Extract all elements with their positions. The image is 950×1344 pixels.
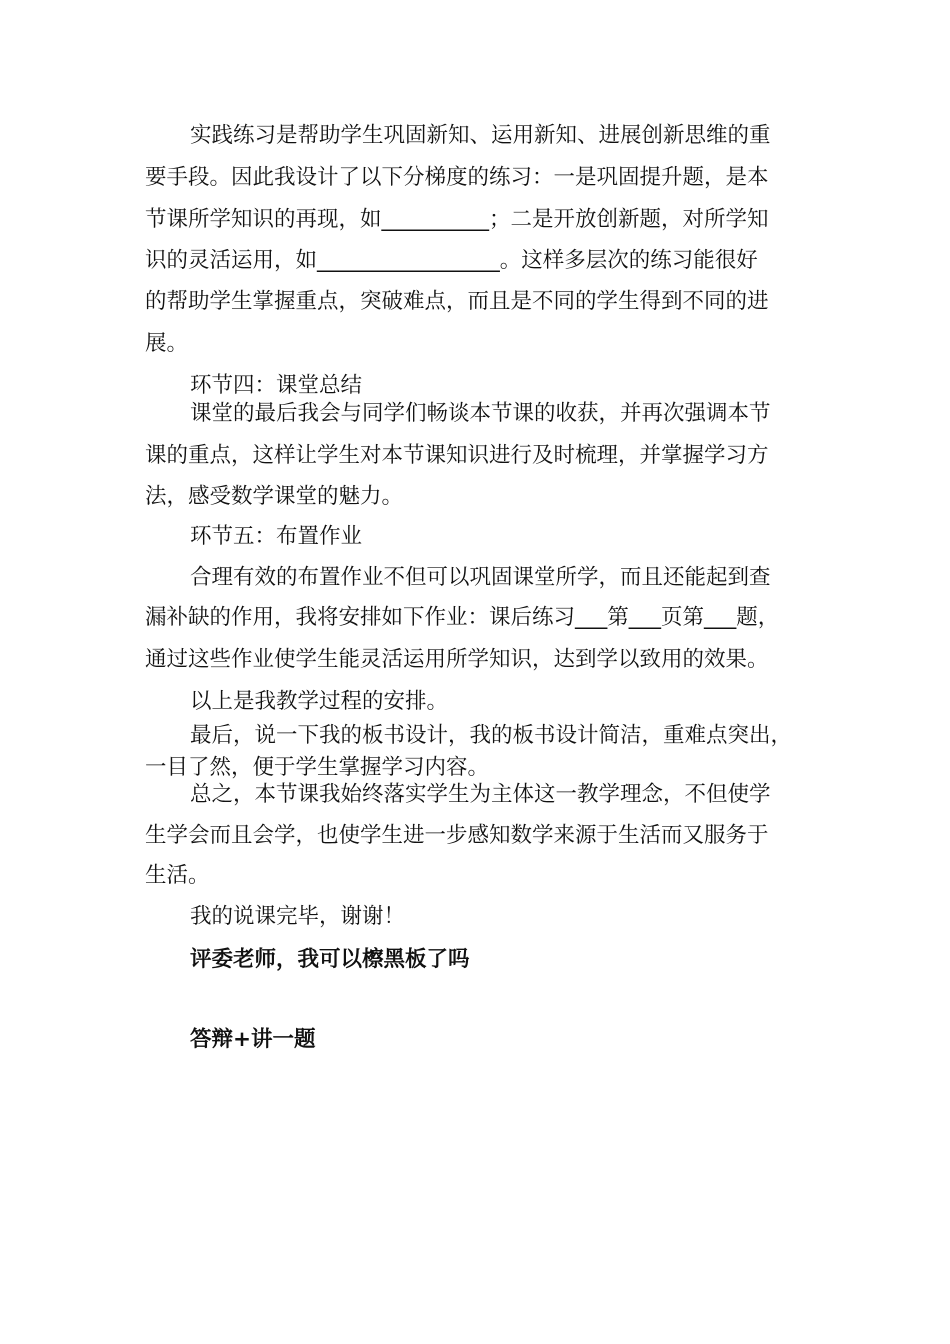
paragraph-line: 合理有效的布置作业不但可以巩固课堂所学，而且还能起到查	[190, 565, 771, 590]
paragraph-line: 以上是我教学过程的安排。	[190, 689, 449, 714]
paragraph-line: 漏补缺的作用，我将安排如下作业：课后练习___第___页第___题，	[145, 605, 780, 630]
bold-heading: 评委老师，我可以檫黑板了吗	[190, 947, 470, 972]
paragraph-line: 节课所学知识的再现，如__________；二是开放创新题，对所学知	[145, 207, 769, 232]
section-title: 环节四：课堂总结	[190, 373, 363, 398]
paragraph-line: 通过这些作业使学生能灵活运用所学知识，达到学以致用的效果。	[145, 647, 769, 672]
closing-line: 我的说课完毕，谢谢！	[190, 904, 406, 929]
paragraph-line: 一目了然，便于学生掌握学习内容。	[145, 755, 490, 780]
paragraph-line: 课的重点，这样让学生对本节课知识进行及时梳理，并掌握学习方	[145, 443, 769, 468]
paragraph-line: 生活。	[145, 863, 210, 888]
paragraph-line: 展。	[145, 331, 189, 356]
paragraph-line: 课堂的最后我会与同学们畅谈本节课的收获，并再次强调本节	[190, 401, 771, 426]
paragraph-line: 识的灵活运用，如_________________。这样多层次的练习能很好	[145, 248, 758, 273]
paragraph-line: 总之，本节课我始终落实学生为主体这一教学理念，不但使学	[190, 782, 771, 807]
paragraph-line: 实践练习是帮助学生巩固新知、运用新知、进展创新思维的重	[190, 123, 771, 148]
paragraph-line: 最后，说一下我的板书设计，我的板书设计简洁，重难点突出，	[190, 723, 793, 748]
bold-heading: 答辩+讲一题	[190, 1027, 316, 1052]
paragraph-line: 法，感受数学课堂的魅力。	[145, 484, 404, 509]
paragraph-line: 生学会而且会学，也使学生进一步感知数学来源于生活而又服务于	[145, 823, 769, 848]
paragraph-line: 要手段。因此我设计了以下分梯度的练习：一是巩固提升题，是本	[145, 165, 769, 190]
paragraph-line: 的帮助学生掌握重点，突破难点，而且是不同的学生得到不同的进	[145, 289, 769, 314]
section-title: 环节五：布置作业	[190, 524, 363, 549]
